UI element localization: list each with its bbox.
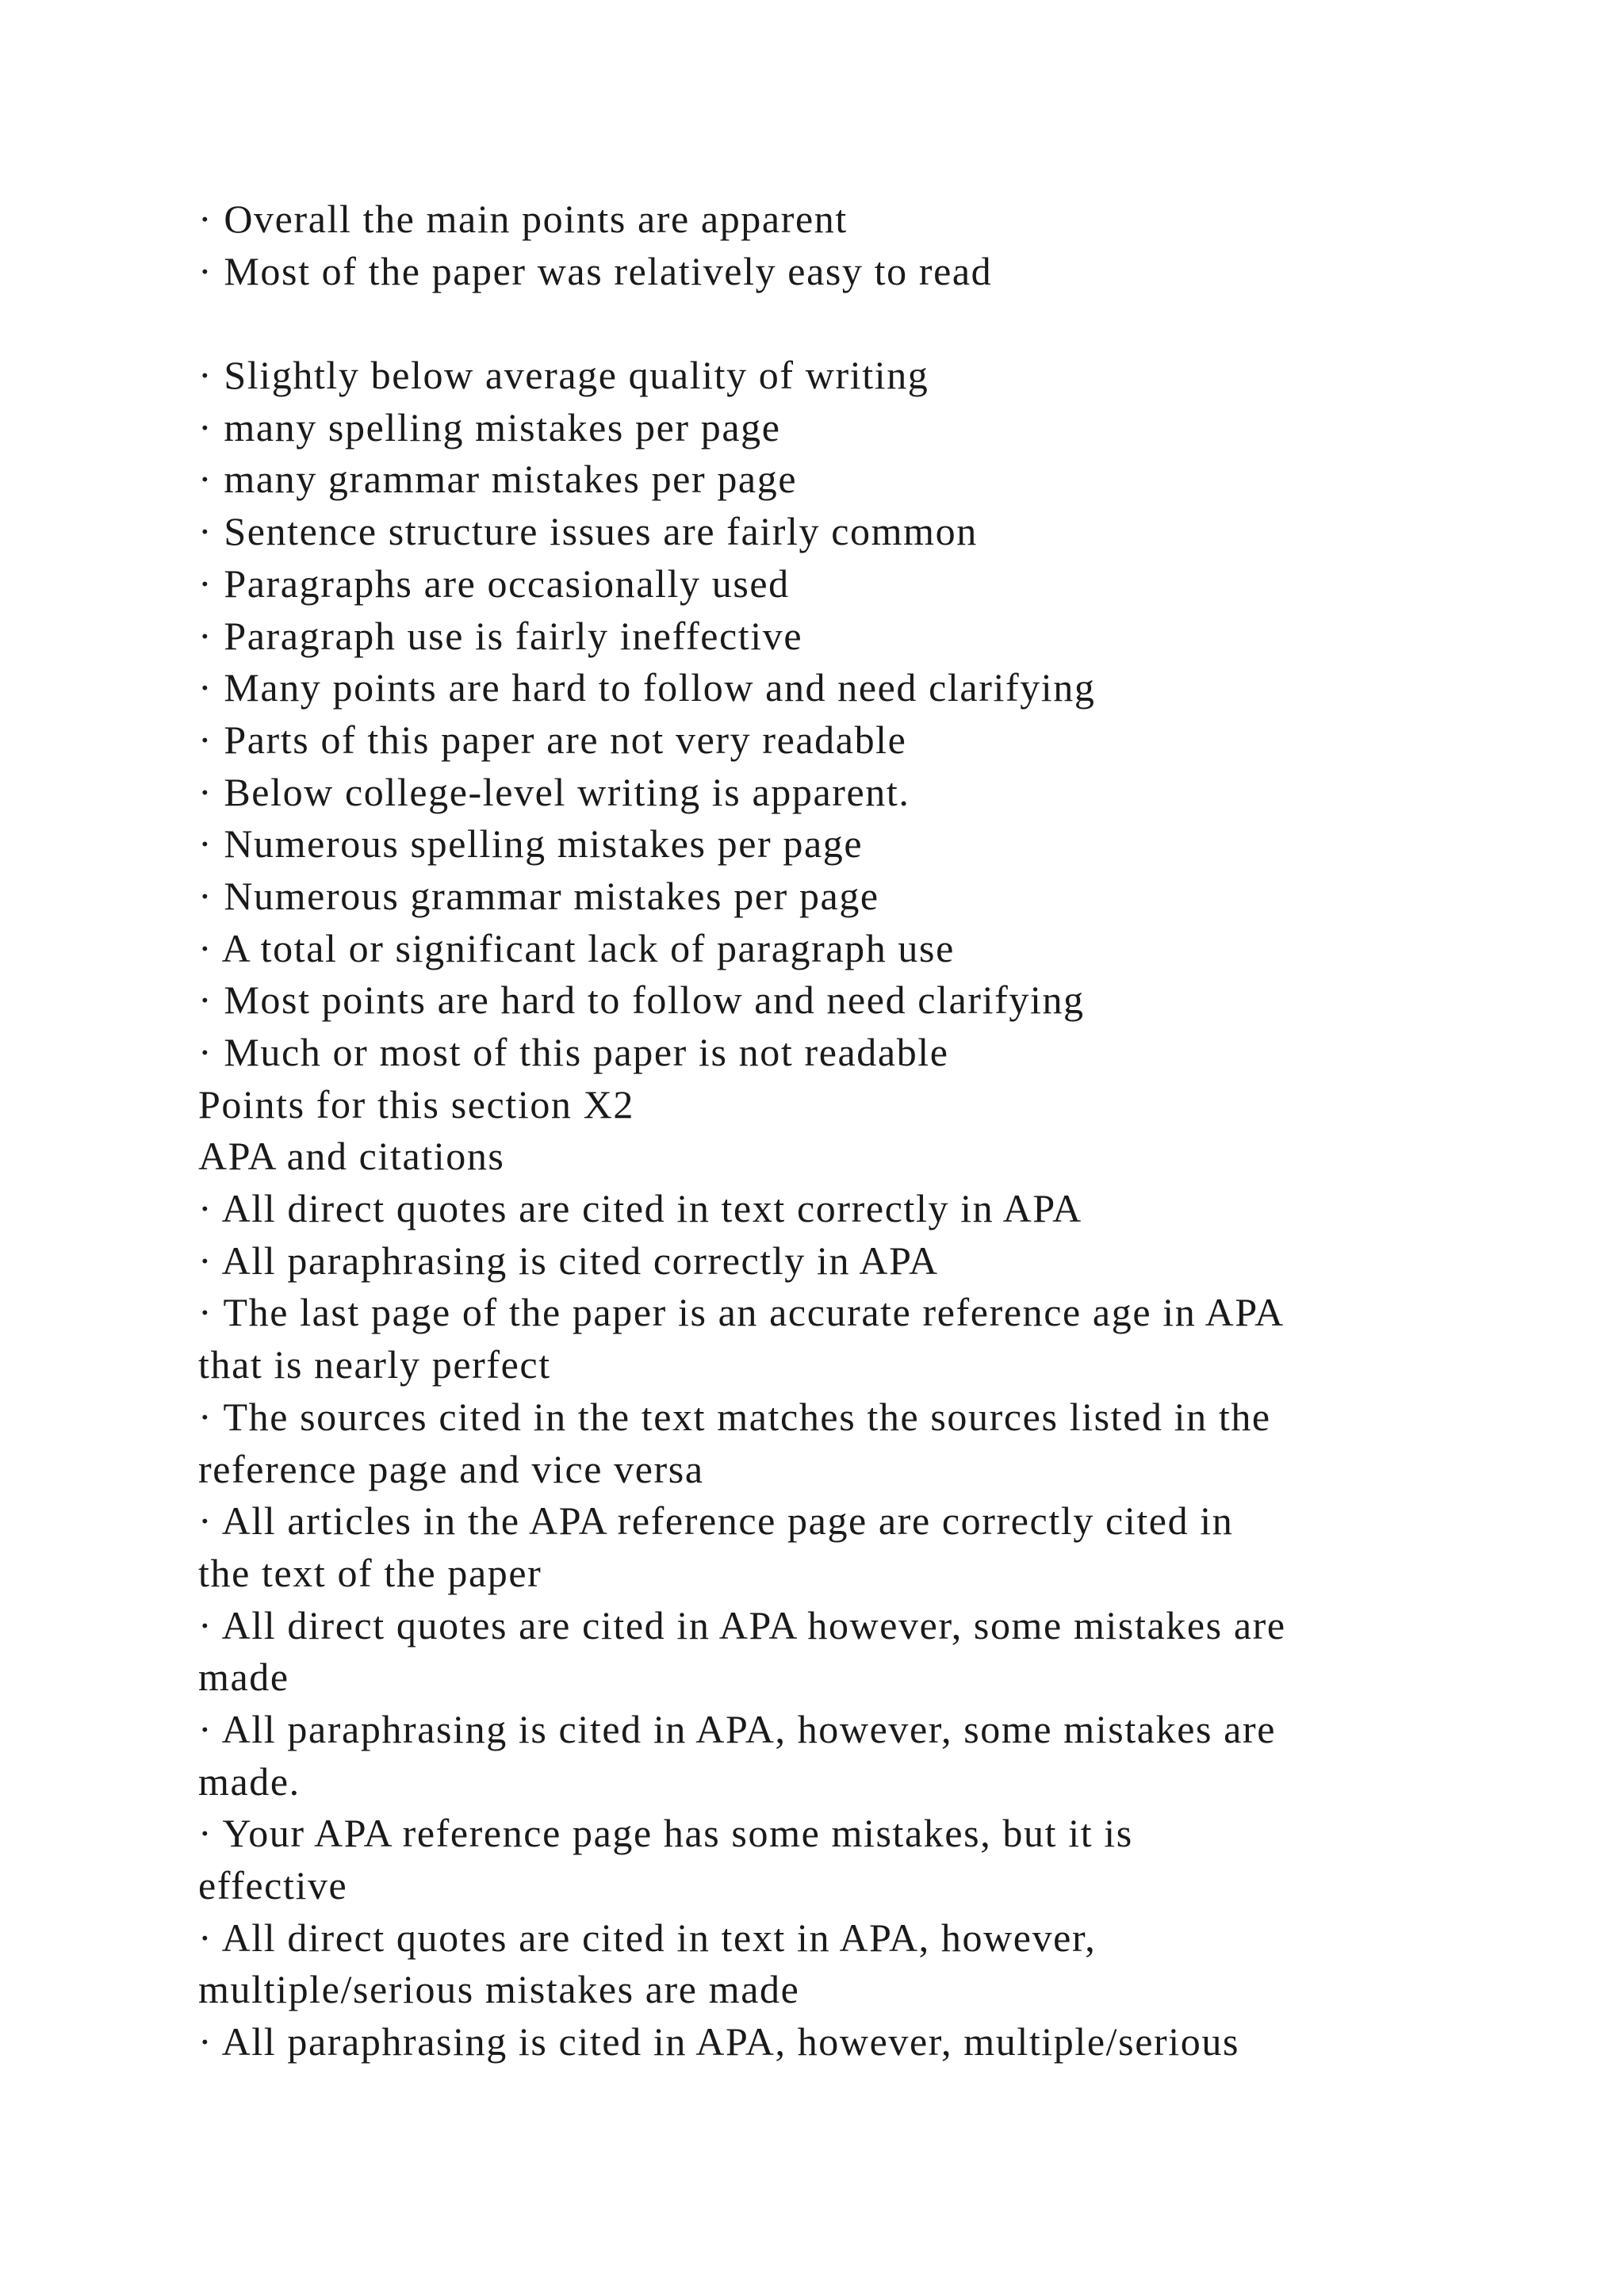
rubric-line: made [198,1655,289,1700]
rubric-line: · Numerous grammar mistakes per page [198,873,879,918]
rubric-line: · All paraphrasing is cited in APA, however, multiple/serious [198,2019,1240,2064]
rubric-line: the text of the paper [198,1550,542,1595]
rubric-line: · All articles in the APA reference page are correctly cited in [198,1498,1234,1544]
rubric-line: that is nearly perfect [198,1342,551,1387]
rubric-line: · Paragraphs are occasionally used [198,561,790,606]
rubric-line: · Sentence structure issues are fairly common [198,509,978,554]
rubric-line: · All direct quotes are cited in text correctly in APA [198,1186,1082,1231]
rubric-line: · many grammar mistakes per page [198,457,798,502]
rubric-line: · Numerous spelling mistakes per page [198,821,864,867]
rubric-line: multiple/serious mistakes are made [198,1967,800,2012]
rubric-line: · A total or significant lack of paragraph use [198,925,955,970]
rubric-line: · The last page of the paper is an accurate reference age in APA [198,1290,1285,1335]
rubric-line: · Most of the paper was relatively easy to read [198,248,993,293]
rubric-line: · many spelling mistakes per page [198,404,781,450]
document-body [198,193,1451,2068]
rubric-line: · Paragraph use is fairly ineffective [198,613,803,658]
rubric-line: · Most points are hard to follow and need clarifying [198,978,1085,1023]
rubric-line: · Below college-level writing is apparent. [198,769,910,814]
rubric-line: · Overall the main points are apparent [198,197,848,241]
rubric-line: · Many points are hard to follow and need clarifying [198,665,1096,710]
rubric-line: · All direct quotes are cited in APA however, some mistakes are [198,1602,1286,1647]
rubric-line: · Your APA reference page has some mistakes, but it is [198,1811,1133,1856]
rubric-line: · All direct quotes are cited in text in APA, however, [198,1915,1097,1960]
blank-line [198,297,1451,350]
rubric-line: · Slightly below average quality of writing [198,353,929,398]
rubric-line: effective [198,1863,348,1908]
section-points-label: Points for this section X2 [198,1081,634,1127]
rubric-line: · The sources cited in the text matches the sources listed in the [198,1394,1271,1439]
rubric-line: made. [198,1758,301,1804]
section-heading: APA and citations [198,1134,505,1179]
rubric-line: · All paraphrasing is cited correctly in APA [198,1238,939,1283]
rubric-line: reference page and vice versa [198,1446,704,1491]
rubric-line: · Parts of this paper are not very readable [198,717,907,762]
rubric-line: · All paraphrasing is cited in APA, however, some mistakes are [198,1706,1276,1751]
rubric-line: · Much or most of this paper is not readable [198,1030,949,1074]
